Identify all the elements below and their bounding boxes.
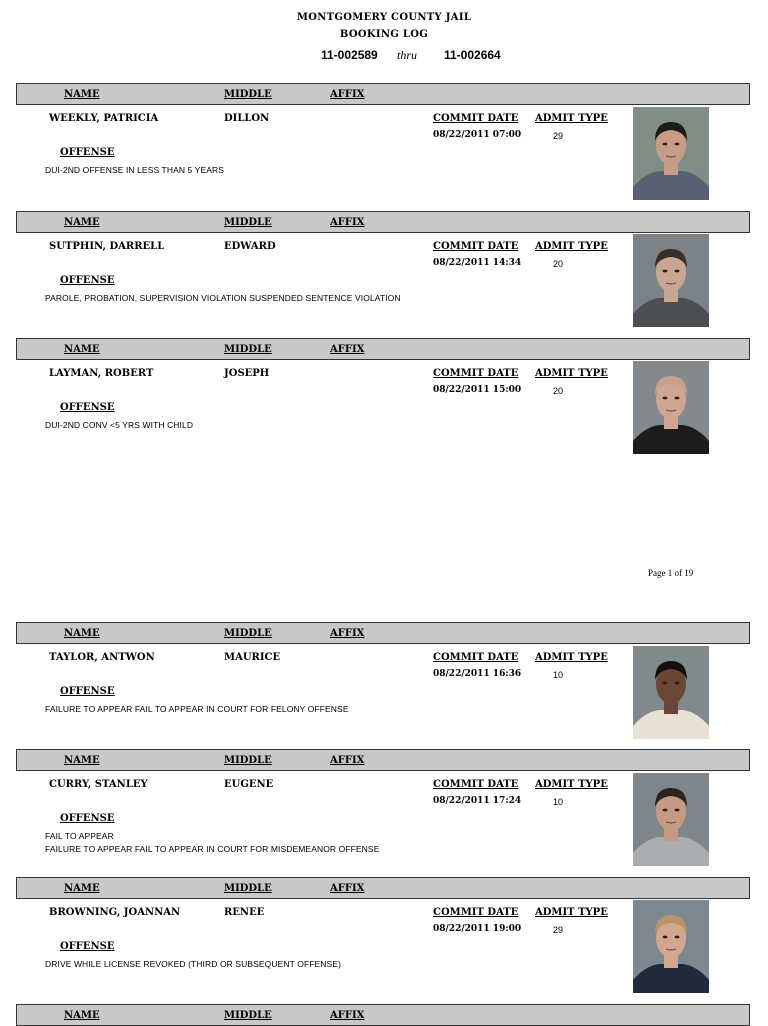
inmate-name: CURRY, STANLEY: [49, 779, 148, 790]
commit-date-value: 08/22/2011 17:24: [433, 796, 522, 806]
commit-date-label: COMMIT DATE: [433, 241, 519, 252]
inmate-middle-name: EDWARD: [224, 241, 276, 252]
commit-date-label: COMMIT DATE: [433, 907, 519, 918]
affix-column-label: AFFIX: [330, 89, 365, 100]
offense-label: OFFENSE: [60, 402, 115, 413]
admit-type-value: 29: [553, 925, 564, 935]
range-start: 11-002589: [321, 48, 378, 62]
inmate-name: WEEKLY, PATRICIA: [49, 113, 159, 124]
offense-text: FAILURE TO APPEAR FAIL TO APPEAR IN COURT FOR FELONY OFFENSE: [45, 704, 349, 714]
inmate-middle-name: RENEE: [224, 907, 265, 918]
record-header-bar: [16, 211, 750, 233]
name-column-label: NAME: [64, 344, 100, 355]
offense-text: DUI-2ND OFFENSE IN LESS THAN 5 YEARS: [45, 165, 224, 175]
mugshot-photo: [633, 900, 709, 993]
offense-text: FAILURE TO APPEAR FAIL TO APPEAR IN COURT FOR MISDEMEANOR OFFENSE: [45, 844, 380, 854]
range-end: 11-002664: [444, 48, 501, 62]
inmate-middle-name: MAURICE: [224, 652, 281, 663]
page-number: Page 1 of 19: [648, 568, 694, 578]
admit-type-label: ADMIT TYPE: [535, 907, 608, 918]
middle-column-label: MIDDLE: [224, 1010, 272, 1021]
offense-label: OFFENSE: [60, 813, 115, 824]
admit-type-label: ADMIT TYPE: [535, 113, 608, 124]
name-column-label: NAME: [64, 1010, 100, 1021]
middle-column-label: MIDDLE: [224, 755, 272, 766]
offense-text: DRIVE WHILE LICENSE REVOKED (THIRD OR SUBSEQUENT OFFENSE): [45, 959, 342, 969]
mugshot-photo: [633, 107, 709, 200]
affix-column-label: AFFIX: [330, 217, 365, 228]
admit-type-label: ADMIT TYPE: [535, 652, 608, 663]
admit-type-value: 29: [553, 131, 564, 141]
admit-type-value: 20: [553, 386, 564, 396]
record-header-bar: [16, 338, 750, 360]
record-header-bar: [16, 877, 750, 899]
name-column-label: NAME: [64, 89, 100, 100]
offense-label: OFFENSE: [60, 275, 115, 286]
log-title: BOOKING LOG: [339, 29, 429, 40]
record-header-bar: [16, 749, 750, 771]
offense-text: FAIL TO APPEAR: [45, 831, 114, 841]
record-header-bar: [16, 83, 750, 105]
inmate-middle-name: JOSEPH: [224, 368, 270, 379]
middle-column-label: MIDDLE: [224, 89, 272, 100]
inmate-middle-name: DILLON: [224, 113, 270, 124]
commit-date-value: 08/22/2011 16:36: [433, 669, 522, 679]
name-column-label: NAME: [64, 883, 100, 894]
inmate-name: TAYLOR, ANTWON: [49, 652, 155, 663]
admit-type-value: 10: [553, 797, 564, 807]
jail-title: MONTGOMERY COUNTY JAIL: [296, 12, 472, 23]
affix-column-label: AFFIX: [330, 755, 365, 766]
commit-date-value: 08/22/2011 19:00: [433, 924, 522, 934]
record-header-bar: [16, 622, 750, 644]
inmate-name: LAYMAN, ROBERT: [49, 368, 154, 379]
commit-date-label: COMMIT DATE: [433, 652, 519, 663]
name-column-label: NAME: [64, 628, 100, 639]
middle-column-label: MIDDLE: [224, 217, 272, 228]
offense-label: OFFENSE: [60, 941, 115, 952]
mugshot-photo: [633, 773, 709, 866]
offense-text: DUI-2ND CONV <5 YRS WITH CHILD: [45, 420, 194, 430]
commit-date-label: COMMIT DATE: [433, 368, 519, 379]
mugshot-photo: [633, 646, 709, 739]
name-column-label: NAME: [64, 217, 100, 228]
affix-column-label: AFFIX: [330, 883, 365, 894]
affix-column-label: AFFIX: [330, 1010, 365, 1021]
commit-date-value: 08/22/2011 07:00: [433, 130, 522, 140]
booking-range: [0, 48, 768, 66]
commit-date-value: 08/22/2011 15:00: [433, 385, 522, 395]
commit-date-label: COMMIT DATE: [433, 779, 519, 790]
affix-column-label: AFFIX: [330, 344, 365, 355]
inmate-name: BROWNING, JOANNAN: [49, 907, 181, 918]
name-column-label: NAME: [64, 755, 100, 766]
admit-type-value: 10: [553, 670, 564, 680]
inmate-middle-name: EUGENE: [224, 779, 274, 790]
commit-date-label: COMMIT DATE: [433, 113, 519, 124]
commit-date-value: 08/22/2011 14:34: [433, 258, 522, 268]
record-header-bar: [16, 1004, 750, 1026]
offense-text: PAROLE, PROBATION, SUPERVISION VIOLATION SUSPENDED SENTENCE VIOLATION: [45, 293, 401, 303]
mugshot-photo: [633, 234, 709, 327]
offense-label: OFFENSE: [60, 147, 115, 158]
mugshot-photo: [633, 361, 709, 454]
middle-column-label: MIDDLE: [224, 628, 272, 639]
admit-type-label: ADMIT TYPE: [535, 368, 608, 379]
admit-type-label: ADMIT TYPE: [535, 241, 608, 252]
affix-column-label: AFFIX: [330, 628, 365, 639]
range-separator: thru: [397, 48, 418, 62]
admit-type-value: 20: [553, 259, 564, 269]
offense-label: OFFENSE: [60, 686, 115, 697]
inmate-name: SUTPHIN, DARRELL: [49, 241, 165, 252]
middle-column-label: MIDDLE: [224, 883, 272, 894]
admit-type-label: ADMIT TYPE: [535, 779, 608, 790]
middle-column-label: MIDDLE: [224, 344, 272, 355]
